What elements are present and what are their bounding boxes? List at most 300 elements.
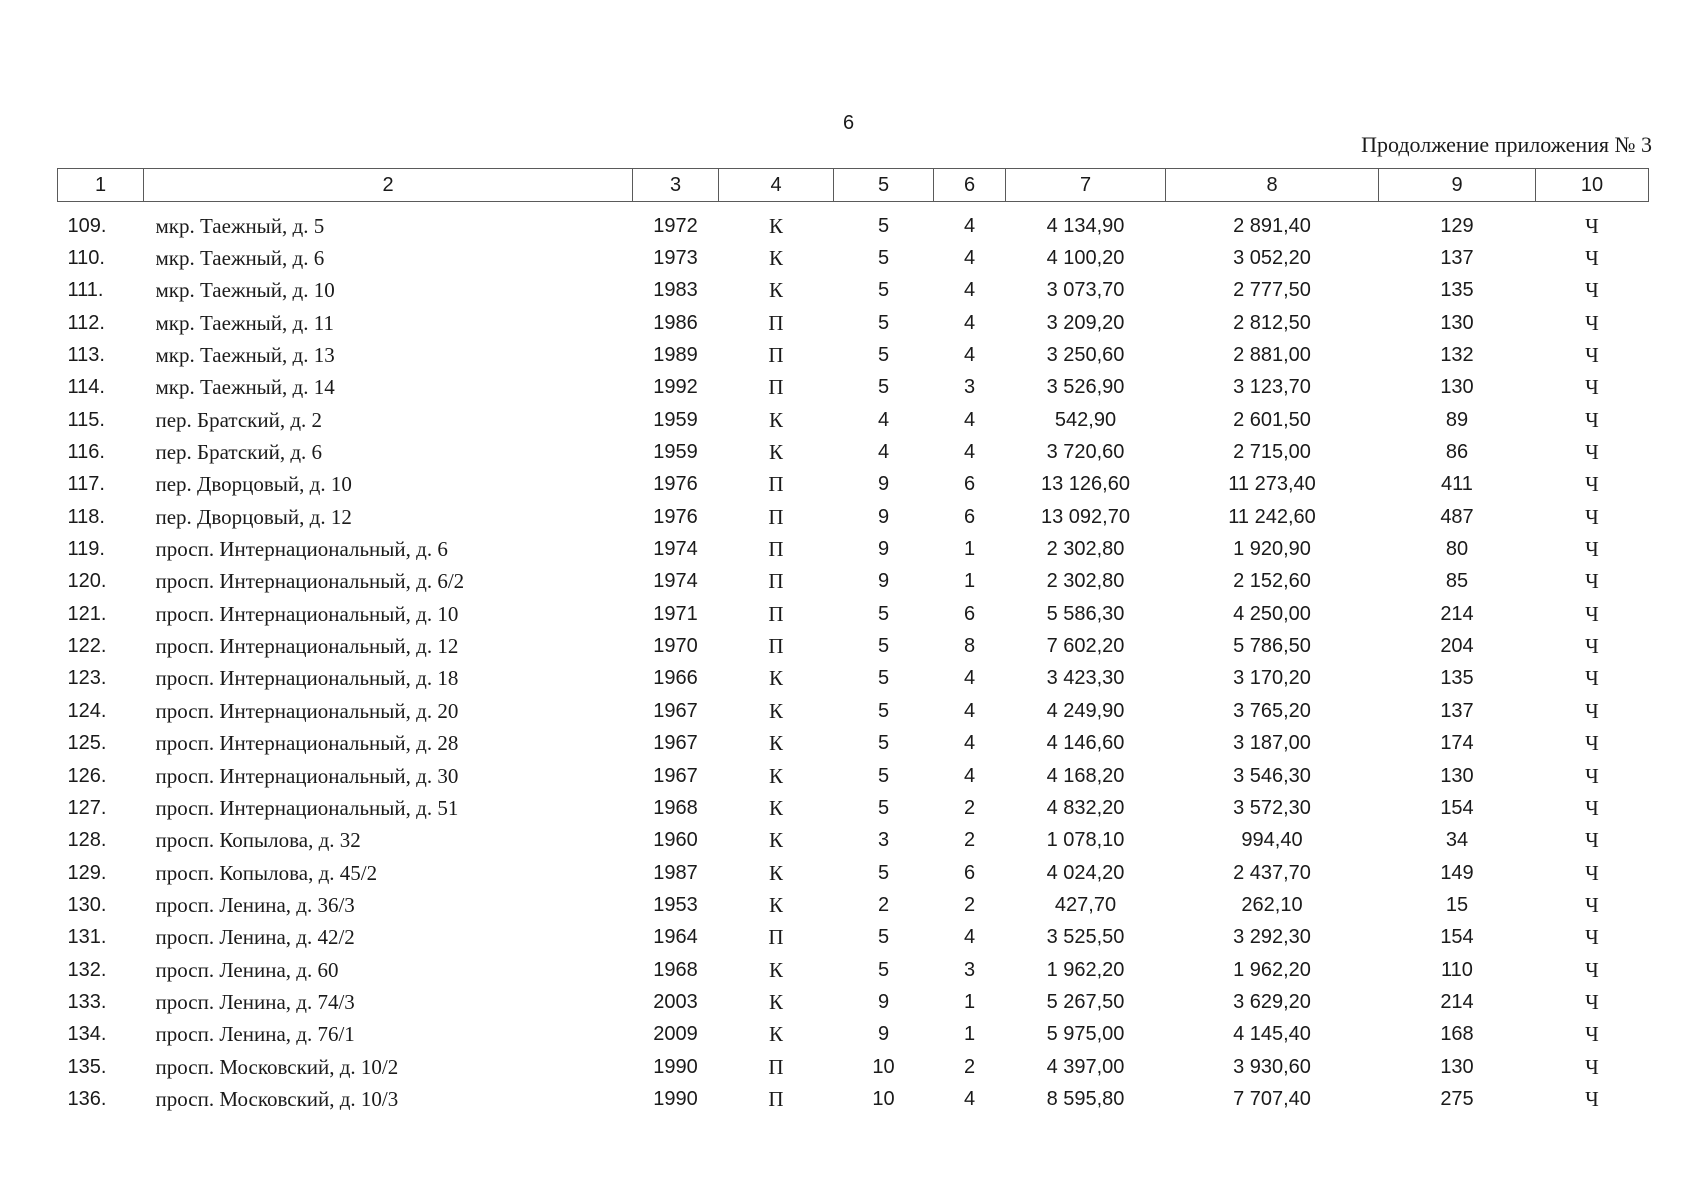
category-cell: Ч bbox=[1585, 601, 1599, 626]
category-cell: Ч bbox=[1585, 375, 1599, 400]
total-area-cell: 3 526,90 bbox=[1046, 376, 1125, 399]
year-built-cell: 2009 bbox=[653, 1023, 698, 1046]
year-built-cell: 1959 bbox=[653, 441, 698, 464]
living-area-cell: 3 930,60 bbox=[1233, 1055, 1311, 1078]
address-cell: просп. Ленина, д. 36/3 bbox=[155, 892, 355, 917]
floors-cell: 5 bbox=[877, 311, 890, 334]
living-area-cell: 2 601,50 bbox=[1233, 408, 1311, 431]
row-number-cell: 112. bbox=[67, 311, 105, 334]
total-area-cell: 3 525,50 bbox=[1046, 926, 1125, 949]
living-area-cell: 4 250,00 bbox=[1233, 602, 1311, 625]
entrances-cell: 2 bbox=[963, 829, 976, 852]
table-row bbox=[58, 857, 1649, 889]
table-row bbox=[58, 275, 1649, 307]
entrances-cell: 2 bbox=[963, 893, 976, 916]
residents-cell: 204 bbox=[1440, 635, 1474, 658]
row-number-cell: 109. bbox=[67, 214, 107, 237]
floors-cell: 10 bbox=[872, 1055, 895, 1078]
table-row bbox=[58, 307, 1649, 339]
total-area-cell: 4 146,60 bbox=[1046, 732, 1125, 755]
total-area-cell: 4 249,90 bbox=[1046, 699, 1125, 722]
total-area-cell: 7 602,20 bbox=[1046, 635, 1125, 658]
floors-cell: 4 bbox=[877, 441, 890, 464]
category-cell: Ч bbox=[1585, 310, 1599, 335]
table-row bbox=[58, 372, 1649, 404]
floors-cell: 9 bbox=[877, 570, 890, 593]
living-area-cell: 2 715,00 bbox=[1233, 441, 1311, 464]
page-number: 6 bbox=[842, 112, 855, 134]
wall-material-cell: П bbox=[768, 537, 784, 562]
total-area-cell: 3 209,20 bbox=[1046, 311, 1125, 334]
residents-cell: 89 bbox=[1445, 408, 1469, 431]
category-cell: Ч bbox=[1585, 666, 1599, 691]
table-row bbox=[58, 922, 1649, 954]
residents-cell: 275 bbox=[1440, 1087, 1474, 1110]
category-cell: Ч bbox=[1585, 731, 1599, 756]
residents-cell: 149 bbox=[1440, 861, 1474, 884]
floors-cell: 9 bbox=[877, 505, 890, 528]
living-area-cell: 3 629,20 bbox=[1233, 990, 1311, 1013]
living-area-cell: 11 273,40 bbox=[1228, 473, 1316, 496]
residents-cell: 129 bbox=[1440, 214, 1474, 237]
wall-material-cell: К bbox=[768, 731, 783, 756]
wall-material-cell: П bbox=[768, 472, 784, 497]
residents-cell: 154 bbox=[1440, 796, 1474, 819]
column-header: 7 bbox=[1006, 169, 1166, 202]
table-row bbox=[58, 825, 1649, 857]
address-cell: просп. Интернациональный, д. 18 bbox=[155, 666, 459, 691]
total-area-cell: 4 134,90 bbox=[1046, 214, 1125, 237]
total-area-cell: 5 267,50 bbox=[1046, 990, 1125, 1013]
floors-cell: 9 bbox=[877, 538, 890, 561]
residents-cell: 80 bbox=[1445, 538, 1469, 561]
floors-cell: 5 bbox=[877, 279, 890, 302]
table-row bbox=[58, 792, 1649, 824]
address-cell: просп. Ленина, д. 74/3 bbox=[155, 989, 355, 1014]
year-built-cell: 1990 bbox=[653, 1087, 698, 1110]
residents-cell: 174 bbox=[1440, 732, 1474, 755]
total-area-cell: 3 073,70 bbox=[1046, 279, 1125, 302]
year-built-cell: 1960 bbox=[653, 829, 698, 852]
floors-cell: 9 bbox=[877, 473, 890, 496]
entrances-cell: 4 bbox=[963, 247, 976, 270]
total-area-cell: 4 397,00 bbox=[1046, 1055, 1125, 1078]
wall-material-cell: П bbox=[768, 310, 784, 335]
row-number-cell: 135. bbox=[67, 1055, 107, 1078]
entrances-cell: 4 bbox=[963, 344, 976, 367]
year-built-cell: 1972 bbox=[653, 214, 698, 237]
row-number-cell: 118. bbox=[67, 505, 105, 528]
address-cell: просп. Ленина, д. 76/1 bbox=[155, 1022, 355, 1047]
buildings-table bbox=[57, 168, 1649, 1116]
row-number-cell: 122. bbox=[67, 635, 107, 658]
living-area-cell: 994,40 bbox=[1241, 829, 1303, 852]
category-cell: Ч bbox=[1585, 634, 1599, 659]
residents-cell: 130 bbox=[1440, 1055, 1474, 1078]
row-number-cell: 117. bbox=[67, 473, 105, 496]
table-row bbox=[58, 986, 1649, 1018]
wall-material-cell: П bbox=[768, 634, 784, 659]
row-number-cell: 119. bbox=[67, 538, 105, 561]
living-area-cell: 262,10 bbox=[1241, 893, 1303, 916]
living-area-cell: 2 437,70 bbox=[1233, 861, 1311, 884]
table-row bbox=[58, 202, 1649, 243]
floors-cell: 5 bbox=[877, 861, 890, 884]
entrances-cell: 4 bbox=[963, 279, 976, 302]
entrances-cell: 2 bbox=[963, 1055, 976, 1078]
category-cell: Ч bbox=[1585, 246, 1599, 271]
category-cell: Ч bbox=[1585, 892, 1599, 917]
row-number-cell: 128. bbox=[67, 829, 107, 852]
year-built-cell: 1992 bbox=[653, 376, 698, 399]
address-cell: просп. Интернациональный, д. 6 bbox=[155, 537, 448, 562]
total-area-cell: 3 423,30 bbox=[1046, 667, 1125, 690]
living-area-cell: 3 765,20 bbox=[1233, 699, 1311, 722]
year-built-cell: 1968 bbox=[653, 958, 698, 981]
table-row bbox=[58, 469, 1649, 501]
category-cell: Ч bbox=[1585, 828, 1599, 853]
category-cell: Ч bbox=[1585, 504, 1599, 529]
row-number-cell: 133. bbox=[67, 990, 107, 1013]
wall-material-cell: П bbox=[768, 375, 784, 400]
living-area-cell: 3 292,30 bbox=[1233, 926, 1311, 949]
continuation-label: Продолжение приложения № 3 bbox=[1361, 132, 1652, 157]
residents-cell: 86 bbox=[1445, 441, 1469, 464]
wall-material-cell: П bbox=[768, 504, 784, 529]
row-number-cell: 136. bbox=[67, 1087, 107, 1110]
table-row bbox=[58, 728, 1649, 760]
floors-cell: 5 bbox=[877, 602, 890, 625]
floors-cell: 5 bbox=[877, 926, 890, 949]
table-row bbox=[58, 695, 1649, 727]
address-cell: мкр. Таежный, д. 6 bbox=[155, 246, 325, 271]
year-built-cell: 1986 bbox=[653, 311, 698, 334]
address-cell: просп. Интернациональный, д. 51 bbox=[155, 795, 459, 820]
row-number-cell: 114. bbox=[67, 376, 105, 399]
address-cell: просп. Московский, д. 10/3 bbox=[155, 1086, 399, 1111]
residents-cell: 34 bbox=[1445, 829, 1469, 852]
wall-material-cell: К bbox=[768, 989, 783, 1014]
row-number-cell: 124. bbox=[67, 699, 107, 722]
residents-cell: 135 bbox=[1440, 667, 1474, 690]
year-built-cell: 1967 bbox=[653, 699, 698, 722]
address-cell: мкр. Таежный, д. 14 bbox=[155, 375, 335, 400]
floors-cell: 5 bbox=[877, 214, 890, 237]
floors-cell: 9 bbox=[877, 1023, 890, 1046]
living-area-cell: 11 242,60 bbox=[1228, 505, 1316, 528]
table-row bbox=[58, 1019, 1649, 1051]
row-number-cell: 116. bbox=[67, 441, 105, 464]
entrances-cell: 6 bbox=[963, 473, 976, 496]
category-cell: Ч bbox=[1585, 1022, 1599, 1047]
floors-cell: 5 bbox=[877, 376, 890, 399]
residents-cell: 411 bbox=[1441, 473, 1473, 496]
floors-cell: 4 bbox=[877, 408, 890, 431]
total-area-cell: 13 126,60 bbox=[1041, 473, 1130, 496]
wall-material-cell: К bbox=[768, 440, 783, 465]
row-number-cell: 125. bbox=[67, 732, 107, 755]
category-cell: Ч bbox=[1585, 957, 1599, 982]
wall-material-cell: К bbox=[768, 1022, 783, 1047]
residents-cell: 154 bbox=[1440, 926, 1474, 949]
total-area-cell: 5 586,30 bbox=[1046, 602, 1125, 625]
year-built-cell: 1976 bbox=[653, 473, 698, 496]
entrances-cell: 4 bbox=[963, 699, 976, 722]
entrances-cell: 1 bbox=[963, 570, 976, 593]
header-row bbox=[58, 169, 1649, 202]
row-number-cell: 111. bbox=[67, 279, 104, 302]
category-cell: Ч bbox=[1585, 763, 1599, 788]
column-header: 2 bbox=[144, 169, 633, 202]
living-area-cell: 2 777,50 bbox=[1233, 279, 1311, 302]
living-area-cell: 2 812,50 bbox=[1233, 311, 1311, 334]
living-area-cell: 5 786,50 bbox=[1233, 635, 1311, 658]
entrances-cell: 4 bbox=[963, 926, 976, 949]
total-area-cell: 4 832,20 bbox=[1046, 796, 1125, 819]
wall-material-cell: К bbox=[768, 246, 783, 271]
row-number-cell: 120. bbox=[67, 570, 107, 593]
year-built-cell: 1971 bbox=[653, 602, 698, 625]
table-row bbox=[58, 760, 1649, 792]
column-header: 8 bbox=[1166, 169, 1379, 202]
column-header: 4 bbox=[719, 169, 834, 202]
residents-cell: 137 bbox=[1440, 699, 1474, 722]
address-cell: пер. Братский, д. 6 bbox=[155, 440, 323, 465]
address-cell: просп. Ленина, д. 60 bbox=[155, 957, 339, 982]
table-row bbox=[58, 242, 1649, 274]
row-number-cell: 132. bbox=[67, 958, 107, 981]
entrances-cell: 8 bbox=[963, 635, 976, 658]
wall-material-cell: К bbox=[768, 698, 783, 723]
total-area-cell: 3 250,60 bbox=[1046, 344, 1125, 367]
category-cell: Ч bbox=[1585, 213, 1599, 238]
year-built-cell: 1989 bbox=[653, 344, 698, 367]
address-cell: просп. Интернациональный, д. 10 bbox=[155, 601, 459, 626]
year-built-cell: 2003 bbox=[653, 990, 698, 1013]
category-cell: Ч bbox=[1585, 343, 1599, 368]
address-cell: пер. Братский, д. 2 bbox=[155, 407, 323, 432]
address-cell: просп. Интернациональный, д. 30 bbox=[155, 763, 459, 788]
row-number-cell: 110. bbox=[67, 247, 105, 270]
table-row bbox=[58, 436, 1649, 468]
table-row bbox=[58, 1051, 1649, 1083]
living-area-cell: 3 546,30 bbox=[1233, 764, 1311, 787]
residents-cell: 487 bbox=[1440, 505, 1474, 528]
row-number-cell: 113. bbox=[67, 344, 105, 367]
row-number-cell: 130. bbox=[67, 893, 107, 916]
table-body bbox=[58, 202, 1649, 1116]
living-area-cell: 1 920,90 bbox=[1233, 538, 1311, 561]
entrances-cell: 6 bbox=[963, 505, 976, 528]
year-built-cell: 1983 bbox=[653, 279, 698, 302]
living-area-cell: 3 170,20 bbox=[1233, 667, 1311, 690]
table-row bbox=[58, 630, 1649, 662]
residents-cell: 137 bbox=[1440, 247, 1474, 270]
floors-cell: 5 bbox=[877, 667, 890, 690]
category-cell: Ч bbox=[1585, 795, 1599, 820]
address-cell: пер. Дворцовый, д. 10 bbox=[155, 472, 352, 497]
column-header: 6 bbox=[934, 169, 1006, 202]
address-cell: мкр. Таежный, д. 13 bbox=[155, 343, 335, 368]
address-cell: просп. Ленина, д. 42/2 bbox=[155, 925, 355, 950]
total-area-cell: 4 168,20 bbox=[1046, 764, 1125, 787]
row-number-cell: 131. bbox=[67, 926, 107, 949]
entrances-cell: 1 bbox=[963, 538, 976, 561]
year-built-cell: 1987 bbox=[653, 861, 698, 884]
wall-material-cell: К bbox=[768, 860, 783, 885]
wall-material-cell: К bbox=[768, 666, 783, 691]
category-cell: Ч bbox=[1585, 989, 1599, 1014]
total-area-cell: 4 100,20 bbox=[1046, 247, 1125, 270]
residents-cell: 110 bbox=[1441, 958, 1473, 981]
year-built-cell: 1974 bbox=[653, 570, 698, 593]
wall-material-cell: П bbox=[768, 1086, 784, 1111]
wall-material-cell: К bbox=[768, 957, 783, 982]
residents-cell: 168 bbox=[1440, 1023, 1474, 1046]
wall-material-cell: К bbox=[768, 278, 783, 303]
wall-material-cell: П bbox=[768, 569, 784, 594]
total-area-cell: 13 092,70 bbox=[1041, 505, 1130, 528]
total-area-cell: 1 078,10 bbox=[1046, 829, 1125, 852]
floors-cell: 5 bbox=[877, 247, 890, 270]
residents-cell: 135 bbox=[1440, 279, 1474, 302]
year-built-cell: 1959 bbox=[653, 408, 698, 431]
table-row bbox=[58, 954, 1649, 986]
address-cell: просп. Московский, д. 10/2 bbox=[155, 1054, 399, 1079]
column-header: 1 bbox=[58, 169, 144, 202]
wall-material-cell: К bbox=[768, 213, 783, 238]
column-header: 9 bbox=[1379, 169, 1536, 202]
year-built-cell: 1964 bbox=[653, 926, 698, 949]
row-number-cell: 123. bbox=[67, 667, 107, 690]
entrances-cell: 3 bbox=[963, 376, 976, 399]
address-cell: просп. Копылова, д. 45/2 bbox=[155, 860, 378, 885]
living-area-cell: 2 891,40 bbox=[1233, 214, 1311, 237]
table-row bbox=[58, 501, 1649, 533]
category-cell: Ч bbox=[1585, 1086, 1599, 1111]
address-cell: просп. Интернациональный, д. 28 bbox=[155, 731, 459, 756]
year-built-cell: 1967 bbox=[653, 764, 698, 787]
year-built-cell: 1990 bbox=[653, 1055, 698, 1078]
living-area-cell: 7 707,40 bbox=[1233, 1087, 1311, 1110]
total-area-cell: 542,90 bbox=[1054, 408, 1117, 431]
year-built-cell: 1953 bbox=[653, 893, 698, 916]
table-row bbox=[58, 1083, 1649, 1115]
entrances-cell: 4 bbox=[963, 408, 976, 431]
row-number-cell: 129. bbox=[67, 861, 107, 884]
floors-cell: 9 bbox=[877, 990, 890, 1013]
wall-material-cell: К bbox=[768, 763, 783, 788]
living-area-cell: 4 145,40 bbox=[1233, 1023, 1311, 1046]
address-cell: мкр. Таежный, д. 5 bbox=[155, 213, 325, 238]
floors-cell: 2 bbox=[877, 893, 890, 916]
living-area-cell: 3 123,70 bbox=[1233, 376, 1311, 399]
entrances-cell: 1 bbox=[963, 1023, 976, 1046]
floors-cell: 5 bbox=[877, 958, 890, 981]
entrances-cell: 4 bbox=[963, 1087, 976, 1110]
table-row bbox=[58, 404, 1649, 436]
category-cell: Ч bbox=[1585, 698, 1599, 723]
floors-cell: 10 bbox=[872, 1087, 895, 1110]
address-cell: мкр. Таежный, д. 11 bbox=[155, 310, 334, 335]
living-area-cell: 2 152,60 bbox=[1233, 570, 1311, 593]
row-number-cell: 121. bbox=[67, 602, 107, 625]
row-number-cell: 134. bbox=[67, 1023, 107, 1046]
entrances-cell: 4 bbox=[963, 441, 976, 464]
entrances-cell: 6 bbox=[963, 602, 976, 625]
category-cell: Ч bbox=[1585, 925, 1599, 950]
total-area-cell: 5 975,00 bbox=[1046, 1023, 1125, 1046]
column-header: 10 bbox=[1536, 169, 1649, 202]
row-number-cell: 126. bbox=[67, 764, 107, 787]
year-built-cell: 1968 bbox=[653, 796, 698, 819]
address-cell: мкр. Таежный, д. 10 bbox=[155, 278, 335, 303]
category-cell: Ч bbox=[1585, 472, 1599, 497]
total-area-cell: 427,70 bbox=[1054, 893, 1117, 916]
year-built-cell: 1976 bbox=[653, 505, 698, 528]
residents-cell: 130 bbox=[1440, 764, 1474, 787]
floors-cell: 5 bbox=[877, 344, 890, 367]
wall-material-cell: К bbox=[768, 407, 783, 432]
living-area-cell: 3 052,20 bbox=[1233, 247, 1311, 270]
floors-cell: 5 bbox=[877, 764, 890, 787]
address-cell: просп. Интернациональный, д. 12 bbox=[155, 634, 459, 659]
floors-cell: 5 bbox=[877, 796, 890, 819]
living-area-cell: 2 881,00 bbox=[1233, 344, 1311, 367]
address-cell: просп. Интернациональный, д. 20 bbox=[155, 698, 459, 723]
total-area-cell: 2 302,80 bbox=[1046, 570, 1125, 593]
category-cell: Ч bbox=[1585, 1054, 1599, 1079]
entrances-cell: 4 bbox=[963, 764, 976, 787]
category-cell: Ч bbox=[1585, 569, 1599, 594]
row-number-cell: 115. bbox=[67, 408, 105, 431]
entrances-cell: 4 bbox=[963, 214, 976, 237]
wall-material-cell: П bbox=[768, 601, 784, 626]
table-row bbox=[58, 663, 1649, 695]
floors-cell: 5 bbox=[877, 699, 890, 722]
year-built-cell: 1973 bbox=[653, 247, 698, 270]
wall-material-cell: П bbox=[768, 1054, 784, 1079]
residents-cell: 214 bbox=[1440, 602, 1474, 625]
living-area-cell: 3 572,30 bbox=[1233, 796, 1311, 819]
category-cell: Ч bbox=[1585, 860, 1599, 885]
wall-material-cell: К bbox=[768, 795, 783, 820]
residents-cell: 85 bbox=[1445, 570, 1469, 593]
table-row bbox=[58, 339, 1649, 371]
floors-cell: 5 bbox=[877, 732, 890, 755]
wall-material-cell: К bbox=[768, 892, 783, 917]
residents-cell: 132 bbox=[1440, 344, 1474, 367]
wall-material-cell: К bbox=[768, 828, 783, 853]
year-built-cell: 1970 bbox=[653, 635, 698, 658]
entrances-cell: 4 bbox=[963, 667, 976, 690]
wall-material-cell: П bbox=[768, 925, 784, 950]
living-area-cell: 3 187,00 bbox=[1233, 732, 1311, 755]
category-cell: Ч bbox=[1585, 407, 1599, 432]
entrances-cell: 4 bbox=[963, 732, 976, 755]
entrances-cell: 1 bbox=[963, 990, 976, 1013]
residents-cell: 130 bbox=[1440, 376, 1474, 399]
wall-material-cell: П bbox=[768, 343, 784, 368]
entrances-cell: 2 bbox=[963, 796, 976, 819]
year-built-cell: 1974 bbox=[653, 538, 698, 561]
entrances-cell: 6 bbox=[963, 861, 976, 884]
total-area-cell: 3 720,60 bbox=[1046, 441, 1125, 464]
floors-cell: 3 bbox=[877, 829, 890, 852]
entrances-cell: 4 bbox=[963, 311, 976, 334]
total-area-cell: 2 302,80 bbox=[1046, 538, 1125, 561]
residents-cell: 214 bbox=[1440, 990, 1474, 1013]
